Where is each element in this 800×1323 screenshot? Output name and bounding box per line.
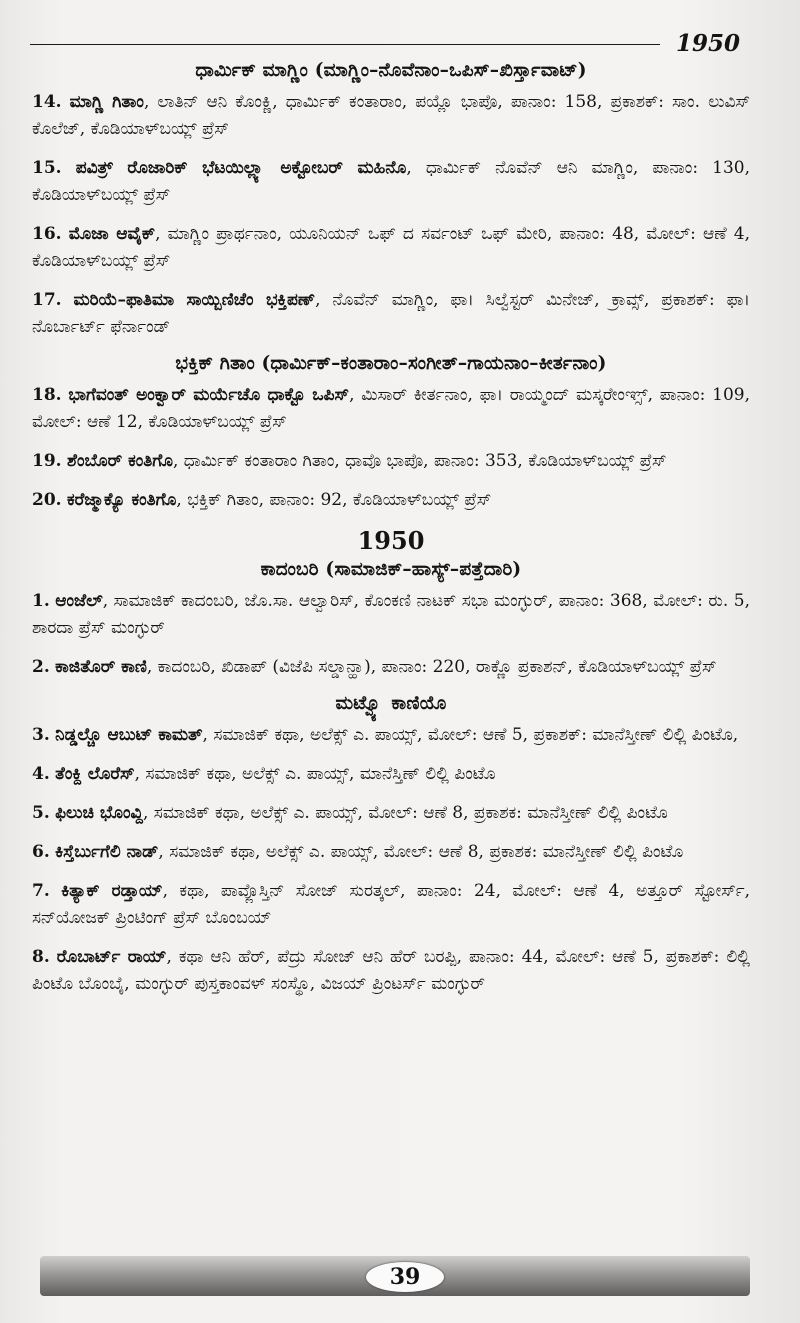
section-heading-short-stories: ಮಟ್ವ್ಯೊ ಕಾಣಿಯೊ — [335, 693, 447, 714]
header-rule — [30, 44, 660, 45]
list-item — [32, 722, 750, 749]
section-heading-religious-prayers: ಧಾರ್ಮಿಕ್ ಮಾಗ್ಣಿಂ (ಮಾಗ್ಣಿಂ–ನೊವೆನಾಂ–ಒಪಿಸ್–ಖಿರ್ಸ್ತಾವಾಟ್) — [195, 60, 587, 81]
entry-title: ಕರೆಜ್ಮಾಕ್ಯೊ ಕಂತಿಗೊ — [66, 490, 177, 510]
list-item — [32, 221, 750, 275]
entry-number: 6. — [32, 842, 50, 862]
entry-title: ಆಂಜೆಲ್ — [55, 591, 103, 611]
entry-title: ಪವಿತ್ರ್ ರೊಜಾರಿಕ್ ಭೆಟಯಿಲ್ಲ್ಯಾ ಅಕ್ಟೋಬರ್ ಮಹಿನೊ — [75, 158, 407, 178]
list-item — [32, 839, 750, 866]
entry-details: , ಮಿಸಾರ್ ಕೀರ್ತನಾಂ, ಫಾ। ರಾಯ್ಮಂದ್ ಮಸ್ಕರೇಂಞ್ಸ್, ಪಾನಾಂ: 109, ಮೋಲ್: ಆಣೆ 12, ಕೊಡಿಯಾಳ್‌ಬಯ್ಲ್ ಪ್ರೆಸ್ — [32, 385, 750, 432]
entry-title: ಕಿಸ್ತೆರ್ಬುಗೆಲಿ ನಾಡ್ — [55, 842, 159, 862]
entry-number: 1. — [32, 591, 50, 611]
entry-title: ತೆಂಕ್ದಿ ಲೊರೆಸ್ — [55, 764, 135, 784]
entry-details: , ಧಾರ್ಮಿಕ್ ಕಂತಾರಾಂ ಗಿತಾಂ, ಧಾವೊ ಭಾಪೊ, ಪಾನಾಂ: 353, ಕೊಡಿಯಾಳ್‌ಬಯ್ಲ್ ಪ್ರೆಸ್ — [172, 451, 667, 471]
entry-title: ರೊಬಾರ್ಟ್ ರಾಯ್ — [56, 947, 167, 967]
entry-details: , ಸಮಾಜಿಕ್ ಕಥಾ, ಅಲೆಕ್ಸ್ ಎ. ಪಾಯ್ಸ್, ಮೋಲ್: ಆಣೆ 8, ಪ್ರಕಾಶಕ: ಮಾನೆಸ್ತೀಣ್ ಲಿಲ್ಲಿ ಪಿಂಟೊ — [143, 803, 668, 823]
entry-title: ನಿಡ್ಡಲ್ಚೊ ಆಬುಟ್ ಕಾಮತ್ — [55, 725, 203, 745]
entry-details: , ಕಥಾ ಆನಿ ಹೆರ್, ಪೆದ್ರು ಸೋಜ್ ಆನಿ ಹೆರ್ ಬರಪ್ಪಿ, ಪಾನಾಂ: 44, ಮೋಲ್: ಆಣೆ 5, ಪ್ರಕಾಶಕ್: ಲಿಲ್ಲಿ ಪಿಂಟೊ ಬೊಂಬೈ, ಮಂಗ್ಳುರ್ ಪುಸ್ತಕಾಂವಳ್ ಸಂಸ್ಥೊ, ವಿಜಯ್ ಪ್ರಿಂಟರ್ಸ್ ಮಂಗ್ಳುರ್ — [32, 947, 750, 994]
list-item — [32, 382, 750, 436]
page-content — [32, 56, 750, 1010]
entry-details: , ಸಾಮಾಜಿಕ್ ಕಾದಂಬರಿ, ಜೊ.ಸಾ. ಆಲ್ವಾರಿಸ್, ಕೊಂಕಣಿ ನಾಟಕ್ ಸಭಾ ಮಂಗ್ಳುರ್, ಪಾನಾಂ: 368, ಮೋಲ್: ರು. 5, ಶಾರದಾ ಪ್ರೆಸ್ ಮಂಗ್ಳುರ್ — [32, 591, 750, 638]
entry-number: 16. — [32, 224, 62, 244]
entry-title: ಮೊಜಾ ಆವೈಕ್ — [68, 224, 156, 244]
list-item — [32, 800, 750, 827]
entry-number: 20. — [32, 490, 62, 510]
entry-number: 15. — [32, 158, 62, 178]
entry-number: 14. — [32, 92, 62, 112]
section-heading-devotional-songs: ಭಕ್ತಿಕ್ ಗಿತಾಂ (ಧಾರ್ಮಿಕ್–ಕಂತಾರಾಂ–ಸಂಗೀತ್–ಗಾಯನಾಂ–ಕೀರ್ತನಾಂ) — [175, 353, 607, 374]
list-item — [32, 287, 750, 341]
list-item — [32, 588, 750, 642]
entry-details: , ಲಾತಿನ್ ಆನಿ ಕೊಂಕ್ಣಿ, ಧಾರ್ಮಿಕ್ ಕಂತಾರಾಂ, ಪಯ್ಲೊ ಭಾಪೊ, ಪಾನಾಂ: 158, ಪ್ರಕಾಶಕ್: ಸಾಂ. ಲುವಿಸ್ ಕೊಲೆಜ್, ಕೊಡಿಯಾಳ್‌ಬಯ್ಲ್ ಪ್ರೆಸ್ — [32, 92, 750, 139]
page-number: 39 — [366, 1262, 444, 1292]
list-item — [32, 761, 750, 788]
entry-number: 7. — [32, 881, 50, 901]
entry-details: , ಕಥಾ, ಪಾವ್ಲೊಸ್ತಿನ್ ಸೋಜ್ ಸುರತ್ಕಲ್, ಪಾನಾಂ: 24, ಮೋಲ್: ಆಣೆ 4, ಅತ್ತೂರ್ ಸ್ಟೋರ್ಸ್, ಸನ್‌ಯೋಜಕ್ ಪ್ರಿಂಟಿಂಗ್ ಪ್ರೆಸ್ ಬೊಂಬಯ್ — [32, 881, 750, 928]
entry-number: 18. — [32, 385, 62, 405]
entry-details: , ಸಮಾಜಿಕ್ ಕಥಾ, ಅಲೆಕ್ಸ್ ಎ. ಪಾಯ್ಸ್, ಮಾನೆಸ್ತಿಣ್ ಲಿಲ್ಲಿ ಪಿಂಟೊ — [134, 764, 496, 784]
entry-title: ಶೆಂಬೊರ್ ಕಂತಿಗೊ — [66, 451, 173, 471]
entry-details: , ಕಾದಂಬರಿ, ಖಿಡಾಪ್ (ವಿಜೆಪಿ ಸಲ್ಡಾನ್ಹಾ), ಪಾನಾಂ: 220, ರಾಕ್ಣೊ ಪ್ರಕಾಶನ್, ಕೊಡಿಯಾಳ್‌ಬಯ್ಲ್ ಪ್ರೆಸ್ — [146, 657, 717, 677]
entry-title: ಕಿತ್ಯಾಕ್ ರಡ್ತಾಯ್ — [61, 881, 163, 901]
entry-details: , ಸಮಾಜಿಕ್ ಕಥಾ, ಅಲೆಕ್ಸ್ ಎ. ಪಾಯ್ಸ್, ಮೋಲ್: ಆಣೆ 5, ಪ್ರಕಾಶಕ್: ಮಾನೆಸ್ತೀಣ್ ಲಿಲ್ಲಿ ಪಿಂಟೊ, — [202, 725, 739, 745]
entry-title: ಮಾಗ್ಣಿ ಗಿತಾಂ — [69, 92, 144, 112]
running-header-year: 1950 — [675, 30, 740, 57]
section-heading-novels: ಕಾದಂಬರಿ (ಸಾಮಾಜಿಕ್–ಹಾಸ್ಯ್–ಪತ್ತೆದಾರಿ) — [260, 559, 522, 580]
list-item — [32, 155, 750, 209]
entry-title: ಕಾಜಿತೊರ್ ಕಾಣಿ — [55, 657, 147, 677]
entry-title: ಭಾಗೆವಂತ್ ಅಂಕ್ವಾರ್ ಮರ್ಯೆಚೊ ಧಾಕ್ಟೊ ಒಪಿಸ್ — [68, 385, 350, 405]
entry-number: 5. — [32, 803, 50, 823]
list-item — [32, 448, 750, 475]
list-item — [32, 654, 750, 681]
entry-number: 8. — [32, 947, 50, 967]
entry-number: 3. — [32, 725, 50, 745]
entry-details: , ಸಮಾಜಿಕ್ ಕಥಾ, ಅಲೆಕ್ಸ್ ಎ. ಪಾಯ್ಸ್, ಮೋಲ್: ಆಣೆ 8, ಪ್ರಕಾಶಕ: ಮಾನೆಸ್ತೀಣ್ ಲಿಲ್ಲಿ ಪಿಂಟೊ — [158, 842, 684, 862]
list-item — [32, 944, 750, 998]
list-item — [32, 487, 750, 514]
entry-details: , ಧಾರ್ಮಿಕ್ ನೊವೆನ್ ಆನಿ ಮಾಗ್ಣಿಂ, ಪಾನಾಂ: 130, ಕೊಡಿಯಾಳ್‌ಬಯ್ಲ್ ಪ್ರೆಸ್ — [32, 158, 750, 205]
entry-number: 17. — [32, 290, 62, 310]
list-item — [32, 878, 750, 932]
entry-title: ಫಿಲುಚಿ ಭೊಂವ್ದಿ — [55, 803, 143, 823]
entry-details: , ನೊವೆನ್ ಮಾಗ್ಣಿಂ, ಫಾ। ಸಿಲ್ವೆಸ್ಟರ್ ಮಿನೇಜ್, ಕ್ರಾವ್ಸ್, ಪ್ರಕಾಶಕ್: ಫಾ। ನೊರ್ಬಾರ್ಟ್ ಫೆರ್ನಾಂಡ್ — [32, 290, 751, 337]
entry-details: , ಮಾಗ್ಣಿಂ ಪ್ರಾರ್ಥನಾಂ, ಯೂನಿಯನ್ ಒಫ್ ದ ಸರ್ವಂಟ್ ಒಫ್ ಮೇರಿ, ಪಾನಾಂ: 48, ಮೋಲ್: ಆಣೆ 4, ಕೊಡಿಯಾಳ್‌ಬಯ್ಲ್ ಪ್ರೆಸ್ — [32, 224, 750, 271]
entry-details: , ಭಕ್ತಿಕ್ ಗಿತಾಂ, ಪಾನಾಂ: 92, ಕೊಡಿಯಾಳ್‌ಬಯ್ಲ್ ಪ್ರೆಸ್ — [176, 490, 492, 510]
entry-number: 2. — [32, 657, 50, 677]
year-heading: 1950 — [357, 526, 425, 555]
entry-title: ಮರಿಯೆ–ಫಾತಿಮಾ ಸಾಯ್ಬಿಣಿಚೆಂ ಭಕ್ತಿಪಣ್ — [73, 290, 316, 310]
list-item — [32, 89, 750, 143]
entry-number: 4. — [32, 764, 50, 784]
entry-number: 19. — [32, 451, 62, 471]
